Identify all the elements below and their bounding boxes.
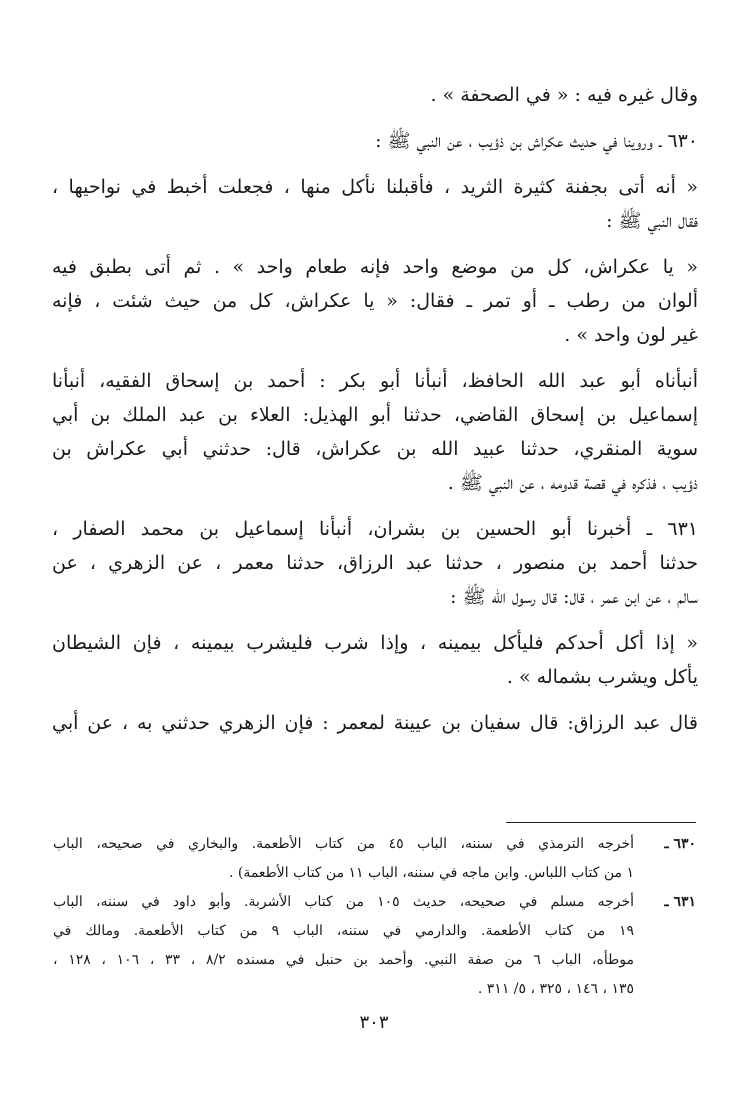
text-line: أنبأناه أبو عبد الله الحافظ، أنبأنا أبو بكر : أحمد بن إسحاق الفقيه، أنبأنا <box>52 370 698 392</box>
paragraph-gap <box>52 112 698 124</box>
text-line: ٦٣١ ـ أخبرنا أبو الحسين بن بشران، أنبأنا إسماعيل بن محمد الصفار ، <box>52 518 698 540</box>
page-number: ٣٠٣ <box>359 1012 389 1033</box>
footnote-line: أخرجه الترمذي في سننه، الباب ٤٥ من كتاب الأطعمة. والبخاري في صحيحه، الباب <box>53 836 634 852</box>
text-line: سالم ، عن ابن عمر ، قال: قال رسول الله ﷺ : <box>450 586 698 608</box>
paragraph-gap <box>52 500 698 512</box>
text-line: فقال النبي ﷺ : <box>606 210 698 232</box>
footnote-line: أخرجه مسلم في صحيحه، حديث ١٠٥ من كتاب الأشربة. وأبو داود في سننه، الباب <box>53 894 634 910</box>
text-line: يأكل ويشرب بشماله » . <box>506 666 698 688</box>
text-line: غير لون واحد » . <box>564 324 698 346</box>
text-line: حدثنا أحمد بن منصور ، حدثنا عبد الرزاق، حدثنا معمر ، عن الزهري ، عن <box>52 552 698 574</box>
paragraph-gap <box>52 614 698 626</box>
paragraph-gap <box>52 238 698 250</box>
footnotes-block <box>53 830 696 1004</box>
footnote-line: ١ من كتاب اللباس. وابن ماجه في سننه، الباب ١١ من كتاب الأطعمة) . <box>228 865 634 881</box>
paragraph-gap <box>52 158 698 170</box>
text-line: « أنه أتى بجفنة كثيرة الثريد ، فأقبلنا نأكل منها ، فجعلت أخبط في نواحيها ، <box>52 176 698 198</box>
text-line: إسماعيل بن إسحاق القاضي، حدثنا أبو الهذيل: العلاء بن عبد الملك بن أبي <box>52 404 698 426</box>
paragraph-gap <box>52 694 698 706</box>
text-line: ذؤيب ، فذكره في قصة قدومه ، عن النبي ﷺ . <box>447 472 698 494</box>
text-line: ألوان من رطب ـ أو تمر ـ فقال: « يا عكراش، كل من حيث شئت ، فإنه <box>52 290 698 312</box>
text-line: ٦٣٠ ـ وروينا في حديث عكراش بن ذؤيب ، عن النبي ﷺ : <box>375 130 698 152</box>
footnote <box>53 888 696 1004</box>
main-text-block <box>52 78 698 740</box>
footnote-number: ٦٣٠ ـ <box>664 836 696 852</box>
footnote-separator <box>506 822 696 823</box>
text-line: وقال غيره فيه : « في الصحفة » . <box>430 84 698 106</box>
text-line: « إذا أكل أحدكم فليأكل بيمينه ، وإذا شرب فليشرب بيمينه ، فإن الشيطان <box>52 632 698 654</box>
footnote <box>53 830 696 888</box>
footnote-line: موطأه، الباب ٦ من صفة النبي. وأحمد بن حنبل في مسنده ٨/٢ ، ٣٣ ، ١٠٦ ، ١٢٨ ، <box>53 952 634 968</box>
footnote-number: ٦٣١ ـ <box>664 894 696 910</box>
footnote-body <box>53 888 634 1004</box>
footnote-line: ١٩ من كتاب الأطعمة. والدارمي في سننه، الباب ٩ من كتاب الأطعمة. ومالك في <box>53 923 634 939</box>
footnote-line: ١٣٥ ، ١٤٦ ، ٣٢٥ ، ٥/ ٣١١ . <box>477 981 634 997</box>
text-line: سوية المنقري، حدثنا عبيد الله بن عكراش، قال: حدثني أبي عكراش بن <box>52 438 698 460</box>
paragraph-gap <box>52 352 698 364</box>
text-line: « يا عكراش، كل من موضع واحد فإنه طعام واحد » . ثم أتى بطبق فيه <box>52 256 698 278</box>
text-line: قال عبد الرزاق: قال سفيان بن عيينة لمعمر : فإن الزهري حدثني به ، عن أبي <box>52 712 698 734</box>
footnote-body <box>53 830 634 888</box>
